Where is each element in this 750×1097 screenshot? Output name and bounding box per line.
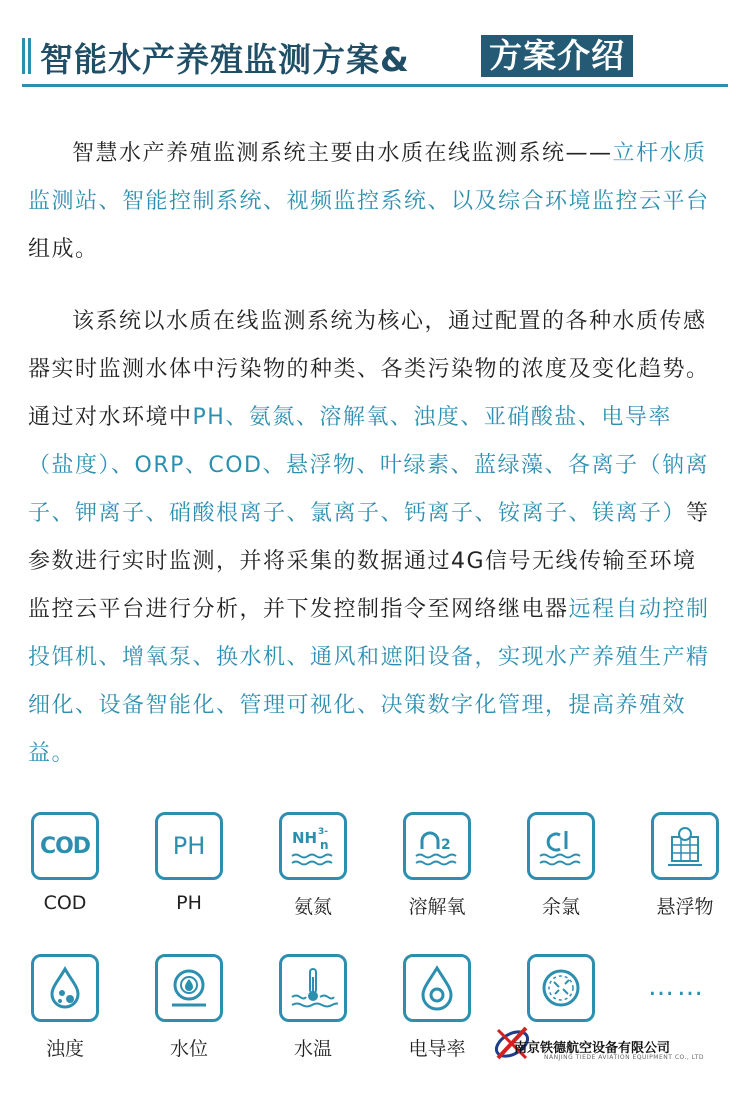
param-label: 电导率 (408, 1038, 466, 1060)
param-dissolved-oxygen (382, 812, 492, 919)
company-name-english: NANJING TIEDE AVIATION EQUIPMENT CO., LTD (544, 1054, 705, 1061)
param-label: 水位 (169, 1038, 208, 1060)
param-ph (134, 812, 244, 914)
conductivity-icon (403, 954, 471, 1022)
suspended-solids-icon (651, 812, 719, 880)
param-label: 溶解氧 (408, 896, 466, 918)
param-label: PH (176, 892, 202, 914)
para1-text: 智慧水产养殖监测系统主要由水质在线监测系统—— (72, 141, 613, 166)
page-title: 智能水产养殖监测方案& (40, 40, 410, 79)
ammonia-icon (279, 812, 347, 880)
param-water-temperature (258, 954, 368, 1061)
param-conductivity (382, 954, 492, 1061)
para2-text: 该系统以水质在线监测系统为核心，通过配置的各种水质传感器实时监测水体中污染物的种类、各类污染物的浓度及变化趋势。通过对水环境中 (28, 309, 710, 430)
para2-highlight-control: 远程自动控制投饵机、增氧泵、换水机、通风和遮阳设备，实现水产养殖生产精细化、设备智能化、管理可视化、决策数字化管理，提高养殖效益。 (28, 597, 710, 766)
ph-glyph: PH (172, 832, 206, 860)
cod-glyph: COD (39, 833, 91, 859)
param-microbe (506, 954, 616, 1022)
chlorine-icon (527, 812, 595, 880)
cod-icon (31, 812, 99, 880)
para1-highlight: 立杆水质监测站、智能控制系统、视频监控系统、以及综合环境监控云平台 (28, 141, 710, 214)
svg-text:n: n (320, 838, 329, 852)
company-watermark-logo (492, 1018, 705, 1070)
param-turbidity (10, 954, 120, 1061)
ph-icon (155, 812, 223, 880)
param-water-level (134, 954, 244, 1061)
param-label: 水温 (293, 1038, 332, 1060)
para2-highlight-params: PH、氨氮、溶解氧、浊度、亚硝酸盐、电导率（盐度）、ORP、COD、悬浮物、叶绿素、蓝绿藻、各离子（钠离子、钾离子、硝酸根离子、氯离子、钙离子、铵离子、镁离子） (28, 405, 709, 526)
param-label: COD (43, 892, 87, 914)
param-label: 余氯 (541, 896, 580, 918)
param-label: 浊度 (45, 1038, 84, 1060)
para2-text-mid: 等参数进行实时监测，并将采集的数据通过4G信号无线传输至环境监控云平台进行分析，并下发控制指令至网络继电器 (28, 501, 710, 622)
param-residual-chlorine (506, 812, 616, 919)
param-label: 氨氮 (293, 896, 332, 918)
thermometer-icon (279, 954, 347, 1022)
intro-paragraph (28, 130, 716, 274)
more-parameters-ellipsis: …… (648, 972, 706, 1002)
company-name: 南京铁德航空设备有限公司 (514, 1041, 671, 1056)
title-highlight-box: 方案介绍 (481, 35, 633, 77)
section-header (22, 34, 728, 92)
turbidity-icon (31, 954, 99, 1022)
svg-text:NH: NH (292, 829, 318, 847)
param-suspended-solids (630, 812, 740, 919)
header-underline (22, 84, 728, 87)
title-bars-decoration (22, 38, 32, 74)
microbe-icon (527, 954, 595, 1022)
para1-text-end: 组成。 (28, 237, 99, 262)
param-ammonia (258, 812, 368, 919)
param-cod (10, 812, 120, 914)
oxygen-icon (403, 812, 471, 880)
svg-text:2: 2 (441, 837, 451, 853)
water-level-icon (155, 954, 223, 1022)
param-label: 悬浮物 (656, 896, 714, 918)
system-paragraph (28, 298, 716, 778)
svg-text:3-: 3- (318, 827, 328, 837)
